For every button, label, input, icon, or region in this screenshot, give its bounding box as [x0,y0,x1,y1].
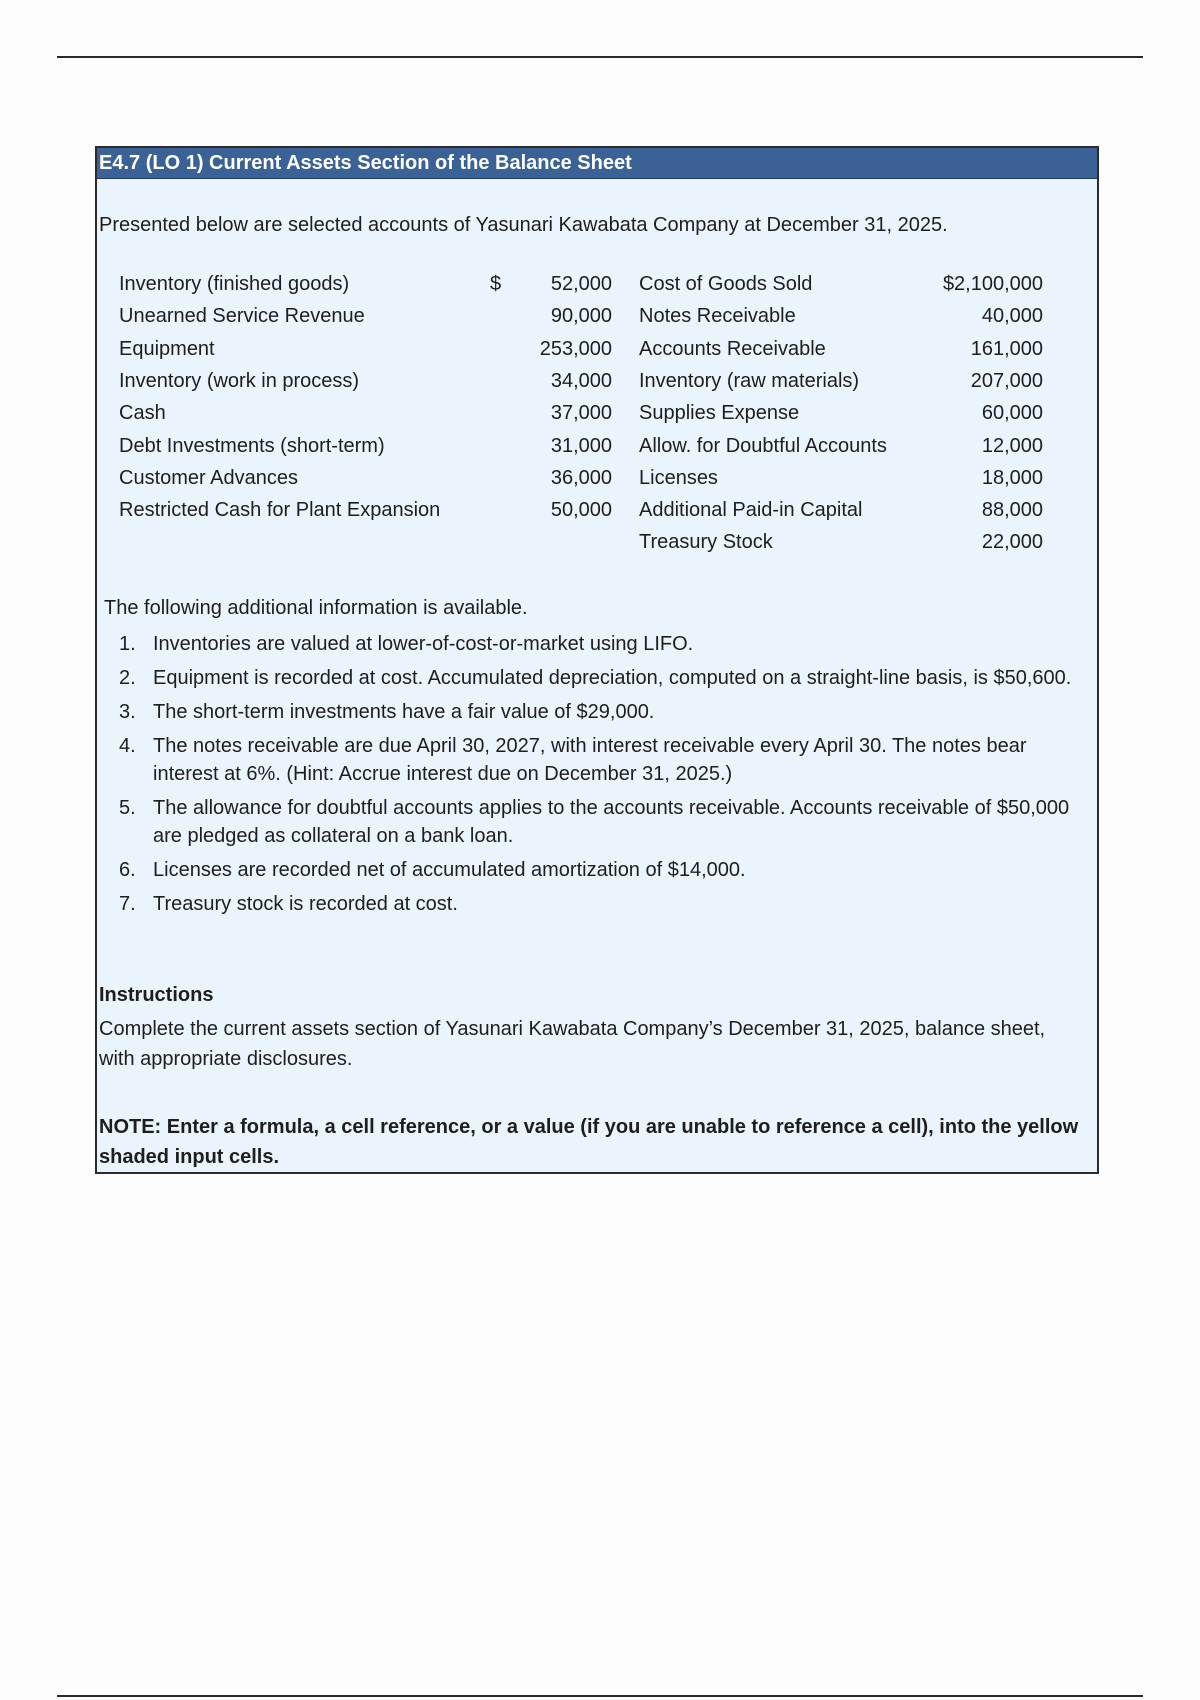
additional-info-item [119,698,1079,726]
item-number: 4. [119,735,136,757]
exercise-title: E4.7 (LO 1) Current Assets Section of the Balance Sheet [97,148,1097,179]
account-row-right [639,338,1043,366]
account-name: Restricted Cash for Plant Expansion [119,499,441,521]
account-amount: 88,000 [981,499,1043,521]
item-text: Licenses are recorded net of accumulated amortization of $14,000. [153,859,746,881]
account-row-left [119,467,612,495]
item-number: 7. [119,893,136,915]
item-number: 6. [119,859,136,881]
account-name: Supplies Expense [639,402,800,424]
account-name: Additional Paid-in Capital [639,499,863,521]
account-row-left [119,402,612,430]
account-row-left [119,338,612,366]
account-amount: 18,000 [981,467,1043,489]
item-text: The allowance for doubtful accounts applies to the accounts receivable. Accounts receivable of $50,000 are pledged as collateral on a bank loan. [153,797,1070,847]
item-text: The notes receivable are due April 30, 2027, with interest receivable every April 30. The notes bear interest at 6%. (Hint: Accrue interest due on December 31, 2025.) [153,735,1027,785]
header-rule [57,56,1143,58]
account-row-right [639,273,1043,301]
account-name: Equipment [119,338,215,360]
account-name: Unearned Service Revenue [119,305,365,327]
account-row-right [639,531,1043,559]
account-amount: 34,000 [550,370,612,392]
additional-info-item [119,890,1079,918]
account-row-right [639,499,1043,527]
exercise-sheet [95,146,1099,1174]
account-amount: 90,000 [550,305,612,327]
account-amount: 2,100,000 [954,273,1043,295]
instructions-heading: Instructions [99,984,214,1006]
additional-info-item [119,732,1079,788]
account-amount: 161,000 [970,338,1043,360]
additional-info-list [119,630,1079,924]
account-name: Customer Advances [119,467,298,489]
additional-info-heading: The following additional information is available. [104,597,528,619]
additional-info-item [119,856,1079,884]
account-name: Allow. for Doubtful Accounts [639,435,887,457]
item-number: 5. [119,797,136,819]
account-row-right [639,402,1043,430]
account-row-right [639,305,1043,333]
account-name: Debt Investments (short-term) [119,435,385,457]
account-amount: 22,000 [981,531,1043,553]
additional-info-item [119,664,1079,692]
account-name: Licenses [639,467,718,489]
footer-rule [57,1695,1143,1697]
account-amount: 12,000 [981,435,1043,457]
item-text: Treasury stock is recorded at cost. [153,893,458,915]
account-name: Notes Receivable [639,305,796,327]
item-text: Equipment is recorded at cost. Accumulated depreciation, computed on a straight-line basis, is $50,600. [153,667,1072,689]
item-number: 1. [119,633,136,655]
account-name: Inventory (raw materials) [639,370,860,392]
instructions-text: Complete the current assets section of Yasunari Kawabata Company’s December 31, 2025, balance sheet, with appropriate disclosures. [99,1018,1046,1070]
account-name: Treasury Stock [639,531,773,553]
additional-info-item [119,630,1079,658]
account-amount: 37,000 [550,402,612,424]
account-name: Accounts Receivable [639,338,826,360]
item-number: 3. [119,701,136,723]
account-amount: 60,000 [981,402,1043,424]
account-name: Cost of Goods Sold [639,273,813,295]
account-row-left [119,273,612,301]
item-number: 2. [119,667,136,689]
account-name: Inventory (finished goods) [119,273,350,295]
account-row-left [119,305,612,333]
account-name: Cash [119,402,166,424]
account-amount: 253,000 [539,338,612,360]
account-row-right [639,435,1043,463]
account-amount: 36,000 [550,467,612,489]
additional-info-item [119,794,1079,850]
account-row-left [119,370,612,398]
account-amount: 50,000 [550,499,612,521]
account-amount: 31,000 [550,435,612,457]
account-amount: 40,000 [981,305,1043,327]
account-currency: $ [943,273,955,295]
account-row-left [119,499,612,527]
item-text: The short-term investments have a fair value of $29,000. [153,701,655,723]
note-text: NOTE: Enter a formula, a cell reference, or a value (if you are unable to reference a cell), into the yellow shaded input cells. [99,1116,1079,1168]
account-amount: 207,000 [970,370,1043,392]
account-name: Inventory (work in process) [119,370,360,392]
account-row-left [119,435,612,463]
account-amount: 52,000 [550,273,612,295]
intro-text: Presented below are selected accounts of Yasunari Kawabata Company at December 31, 2025. [99,214,948,236]
account-row-right [639,370,1043,398]
item-text: Inventories are valued at lower-of-cost-or-market using LIFO. [153,633,694,655]
account-currency: $ [490,273,502,295]
account-row-right [639,467,1043,495]
